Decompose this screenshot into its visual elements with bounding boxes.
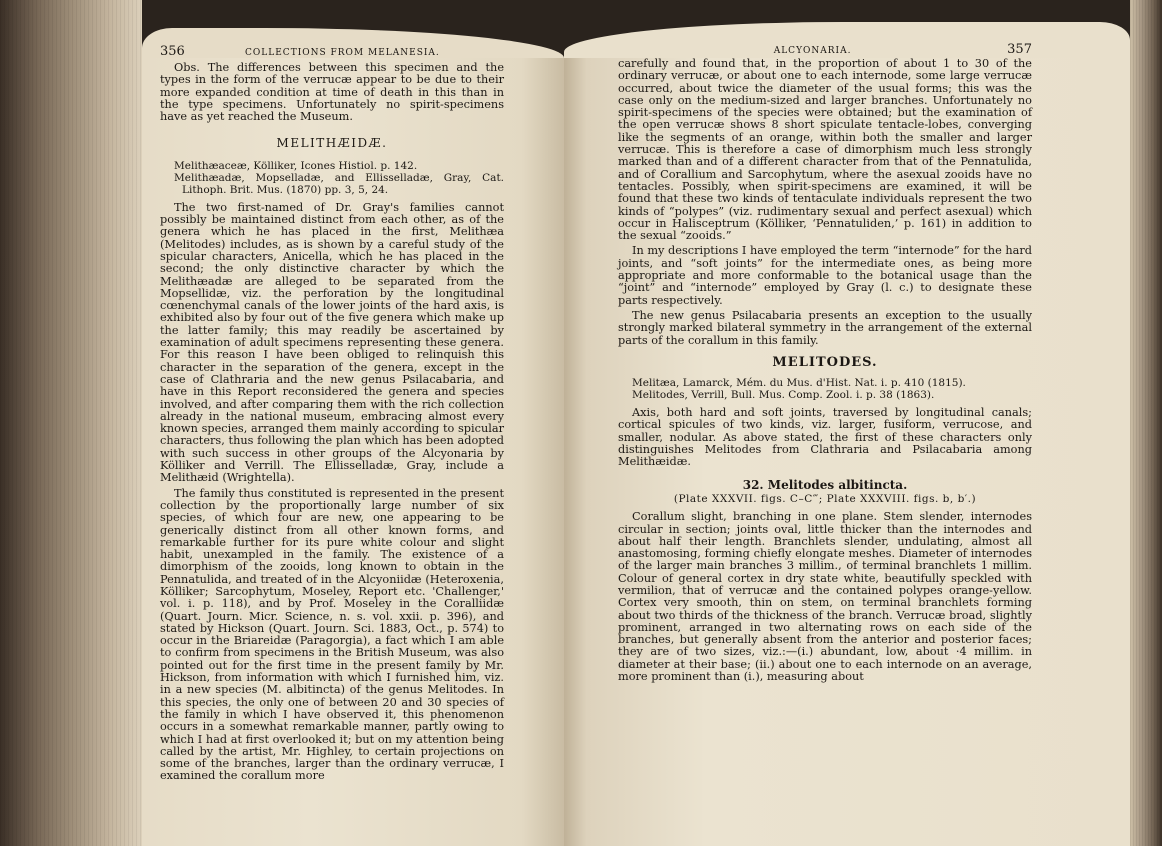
right-page-body xyxy=(618,58,1032,686)
body-paragraph: The new genus Psilacabaria presents an exception to the usually strongly marked bilateral symmetry in the arrangement of the external parts of the corallum in this family. xyxy=(618,308,1032,347)
synonym-line: Melithæaceæ, Kölliker, Icones Histiol. p. 142. xyxy=(174,159,418,172)
left-page-number: 356 xyxy=(160,44,185,59)
synonym-line: Melithæadæ, Mopselladæ, and Ellisselladæ, Gray, Cat. Lithoph. Brit. Mus. (1870) pp. 3, 5, 24. xyxy=(174,171,504,196)
right-page-edges xyxy=(1130,0,1162,846)
left-page-edges xyxy=(0,0,142,846)
left-running-head xyxy=(160,44,500,59)
genus-title: MELITODES. xyxy=(772,354,878,370)
genus-paragraph: Axis, both hard and soft joints, traversed by longitudinal canals; cortical spicules of two kinds, viz. larger, fusiform, verrucose, and smaller, nodular. As above stated, the first of these characters only distinguishes Melitodes from Clathraria and Psilacabaria among Melithæidæ. xyxy=(618,406,1032,469)
right-running-head xyxy=(618,42,1032,57)
synonym-line: Melitodes, Verrill, Bull. Mus. Comp. Zool. i. p. 38 (1863). xyxy=(632,389,935,402)
body-paragraph: carefully and found that, in the proportion of about 1 to 30 of the ordinary verrucæ, or about one to each internode, some large verrucæ occurred, about twice the diameter of the usual forms; this was the case only on the medium-sized and larger branches. Unfortunately no spirit-specimens of the species were obtained; but the examination of the open verrucæ shows 8 short spiculate tentacle-lobes, converging like the segments of an orange, within both the smaller and larger verrucæ. This is therefore a case of dimorphism much less strongly marked than and of a different character from that of the Pennatulida, and of Corallium and Sarcophytum, where the asexual zooids have no tentacles. Possibly, when spirit-specimens are examined, it will be found that these two kinds of tentaculate individuals represent the two kinds of “polypes” (viz. rudimentary sexual and perfect asexual) which occur in Halisceptrum (Kölliker, ‘Pennatuliden,’ p. 161) in addition to the sexual “zooids.” xyxy=(618,57,1032,243)
right-page xyxy=(564,42,1130,846)
left-page-body xyxy=(160,62,504,786)
right-page-number: 357 xyxy=(1007,42,1032,57)
body-paragraph: The family thus constituted is represented in the present collection by the proportionally large number of six species, of which four are new, one appearing to be generically distinct from all other known forms, and remarkable further for its pure white colour and slight habit, unexampled in the family. The existence of a dimorphism of the zooids, long known to obtain in the Pennatulida, and treated of in the Alcyoniidæ (Heteroxenia, Kölliker; Sarcophytum, Moseley, Report etc. 'Challenger,' vol. i. p. 118), and by Prof. Moseley in the Coralliidæ (Quart. Journ. Micr. Science, n. s. vol. xxii. p. 396), and stated by Hickson (Quart. Journ. Sci. 1883, Oct., p. 574) to occur in the Briareidæ (Paragorgia), a fact which I am able to confirm from specimens in the British Museum, was also pointed out for the first time in the present family by Mr. Hickson, from information with which I furnished him, viz. in a new species (M. albitincta) of the genus Melitodes. In this species, the only one of between 20 and 30 species of the family in which I have observed it, this phenomenon occurs in a somewhat remarkable manner, partly owing to which I had at first overlooked it; but on my attention being called by the artist, Mr. Highley, to certain projections on some of the branches, larger than the ordinary verrucæ, I examined the corallum more xyxy=(160,486,504,783)
family-title: MELITHÆIDÆ. xyxy=(276,136,388,151)
left-running-title: COLLECTIONS FROM MELANESIA. xyxy=(245,48,440,58)
obs-paragraph: Obs. The differences between this specimen and the types in the form of the verrucæ appear to be due to their more expanded condition at time of death in this than in the type specimens. Unfortunately no spirit-specimens have as yet reached the Museum. xyxy=(160,61,504,124)
left-page xyxy=(142,44,564,846)
right-running-title: ALCYONARIA. xyxy=(773,46,852,56)
body-paragraph: The two first-named of Dr. Gray's families cannot possibly be maintained distinct from each other, as of the genera which he has placed in the first, Melithæa (Melitodes) includes, as is shown by a careful study of the spicular characters, Anicella, which he has placed in the second; the only distinctive character by which the Melithæadæ are alleged to be separated from the Mopsellidæ, viz. the perforation by the longitudinal cœnenchymal canals of the lower joints of the hard axis, is exhibited also by four out of the five genera which make up the latter family; this may readily be ascertained by examination of adult specimens representing these genera. For this reason I have been obliged to relinquish this character in the separation of the genera, except in the case of Clathraria and the new genus Psilacabaria, and have in this Report reconsidered the genera and species involved, and after comparing them with the rich collection already in the national museum, embracing almost every known species, arranged them mainly according to spicular characters, thus following the plan which has been adopted with such success in other groups of the Alcyonaria by Kölliker and Verrill. The Ellisselladæ, Gray, include a Melithæid (Wrightella). xyxy=(160,200,504,485)
synonym-line: Melitæa, Lamarck, Mém. du Mus. d'Hist. Nat. i. p. 410 (1815). xyxy=(632,377,966,390)
body-paragraph: In my descriptions I have employed the term “internode” for the hard joints, and “soft joints” for the intermediate ones, as being more appropriate and more conformable to the botanical usage than the “joint” and “internode” employed by Gray (l. c.) to designate these parts respectively. xyxy=(618,244,1032,307)
species-paragraph: Corallum slight, branching in one plane. Stem slender, internodes circular in section; joints oval, little thicker than the internodes and about half their length. Branchlets slender, undulating, almost all anastomosing, forming chiefly elongate meshes. Diameter of internodes of the larger main branches 3 millim., of terminal branchlets 1 millim. Colour of general cortex in dry state white, beautifully speckled with vermilion, that of verrucæ and the contained polypes orange-yellow. Cortex very smooth, thin on stem, on terminal branchlets forming about two thirds of the thickness of the branch. Verrucæ broad, slightly prominent, arranged in two alternating rows on each side of the branches, but generally absent from the anterior and posterior faces; they are of two sizes, viz.:—(i.) abundant, low, about ·4 millim. in diameter at their base; (ii.) about one to each internode on an average, more prominent than (i.), measuring about xyxy=(618,510,1032,684)
species-title: 32. Melitodes albitincta. xyxy=(742,477,908,492)
plate-reference: (Plate XXXVII. figs. C–C‴; Plate XXXVIII. figs. b, b′.) xyxy=(673,492,977,505)
